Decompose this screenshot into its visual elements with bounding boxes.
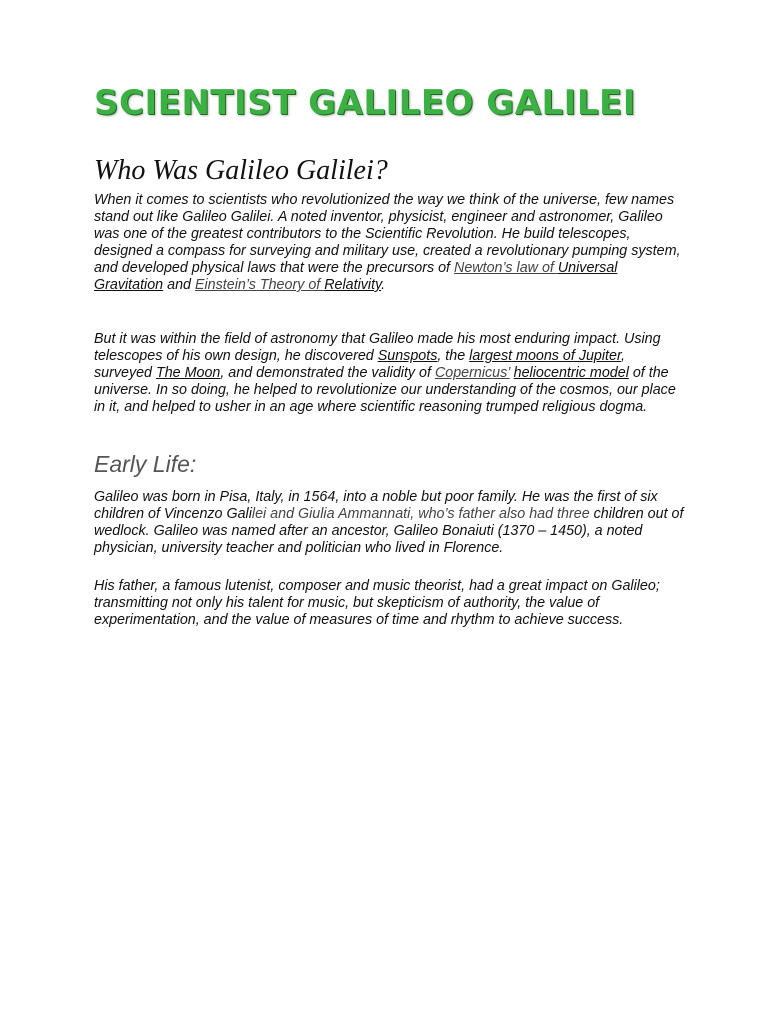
paragraph-birth bbox=[94, 489, 684, 557]
link-sunspots[interactable]: Sunspots bbox=[377, 348, 438, 364]
link-einsteins-theory[interactable]: Einstein’s Theory of bbox=[194, 277, 325, 293]
paragraph-text: , and demonstrated the validity of bbox=[220, 365, 435, 381]
paragraph-text: and bbox=[163, 277, 195, 293]
link-largest-moons-of-jupiter[interactable]: largest moons of Jupiter bbox=[469, 348, 621, 364]
paragraph-text: . bbox=[381, 277, 386, 293]
section-heading-early-life: Early Life: bbox=[94, 451, 197, 477]
paragraph-text-gray: lei and Giulia Ammannati, who’s father also had three bbox=[251, 506, 590, 522]
paragraph-text: But it was within the field of astronomy that Galileo made his most enduring impact. Using telescopes of his own design, he discovered bbox=[94, 331, 661, 364]
link-copernicus[interactable]: Copernicus’ bbox=[434, 365, 510, 381]
paragraph-intro bbox=[94, 192, 684, 294]
section-heading-who-was: Who Was Galileo Galilei? bbox=[94, 155, 388, 186]
paragraph-text: Galileo was born in Pisa, Italy, in 1564, into a noble but poor family. He was the first of six children of Vincenzo Gali bbox=[94, 489, 658, 522]
link-universal-gravitation[interactable]: Universal Gravitation bbox=[94, 260, 618, 293]
paragraph-text: , surveyed bbox=[94, 348, 625, 381]
paragraph-astronomy bbox=[94, 331, 684, 416]
paragraph-text: children out of wedlock. Galileo was named after an ancestor, Galileo Bonaiuti (1370 – 1450), a noted physician, university teacher and politician who lived in Florence. bbox=[94, 506, 684, 556]
link-newtons-law[interactable]: Newton’s law of bbox=[454, 260, 558, 276]
link-the-moon[interactable]: The Moon bbox=[155, 365, 221, 381]
paragraph-text: When it comes to scientists who revolutionized the way we think of the universe, few names stand out like Galileo Galilei. A noted inventor, physicist, engineer and astronomer, Galileo was one of the greatest contributors to the Scientific Revolution. He build telescopes, designed a compass for surveying and military use, created a revolutionary pumping system, and developed physical laws that were the precursors of bbox=[94, 192, 681, 276]
document-title: SCIENTIST GALILEO GALILEI bbox=[94, 83, 636, 123]
paragraph-father: His father, a famous lutenist, composer and music theorist, had a great impact on Galileo; transmitting not only his talent for music, but skepticism of authority, the value of experimentation, and the value of measures of time and rhythm to achieve success. bbox=[94, 578, 660, 628]
link-relativity[interactable]: Relativity bbox=[324, 277, 382, 293]
paragraph-text: of the universe. In so doing, he helped to revolutionize our understanding of the cosmos, our place in it, and helped to usher in an age where scientific reasoning trumped religious dogma. bbox=[94, 365, 676, 415]
link-heliocentric-model[interactable]: heliocentric model bbox=[513, 365, 629, 381]
paragraph-text: , the bbox=[437, 348, 470, 364]
